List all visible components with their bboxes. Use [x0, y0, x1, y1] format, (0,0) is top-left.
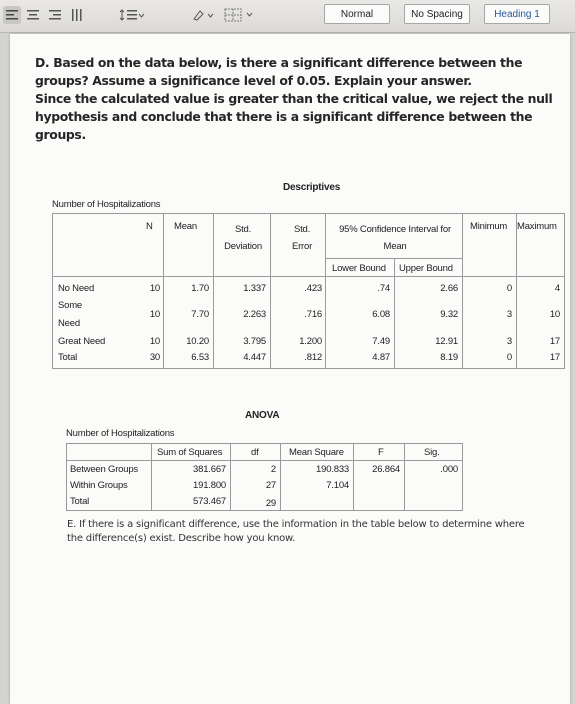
header-n: N [146, 221, 153, 232]
header-confidence-interval: 95% Confidence Interval for Mean [339, 224, 451, 252]
anova-title: ANOVA [245, 410, 280, 421]
header-mean-square: Mean Square [289, 447, 344, 458]
align-left-button[interactable] [3, 6, 21, 24]
question-answer: Since the calculated value is greater than the critical value, we reject the null hypothesis and conclude that there is a significant difference between the groups. [35, 91, 553, 142]
style-no-spacing[interactable]: No Spacing [404, 4, 470, 24]
question-prompt: D. Based on the data below, is there a significant difference between the groups? Assume a significance level of 0.05. Explain your answer. [35, 55, 523, 88]
header-std-error: Std. Error [291, 224, 313, 252]
formatting-ribbon [0, 0, 575, 33]
align-right-button[interactable] [46, 6, 64, 24]
header-f: F [378, 447, 384, 458]
style-normal[interactable]: Normal [324, 4, 390, 24]
header-sig: Sig. [424, 447, 440, 458]
header-sum-of-squares: Sum of Squares [157, 447, 223, 458]
header-upper-bound: Upper Bound [399, 263, 453, 274]
style-heading-1[interactable]: Heading 1 [484, 4, 550, 24]
header-minimum: Minimum [470, 221, 508, 232]
align-center-button[interactable] [24, 6, 42, 24]
line-spacing-icon [119, 9, 145, 21]
header-std-deviation: Std. Deviation [224, 224, 262, 252]
anova-variable: Number of Hospitalizations [66, 428, 175, 439]
justify-button[interactable] [68, 6, 86, 24]
highlight-icon [192, 9, 216, 21]
justify-icon [71, 9, 83, 21]
header-df: df [251, 447, 259, 458]
align-left-icon [6, 10, 18, 20]
descriptives-title: Descriptives [283, 182, 341, 193]
highlight-button[interactable] [190, 6, 218, 24]
borders-icon [224, 8, 256, 22]
descriptives-variable: Number of Hospitalizations [52, 199, 161, 210]
header-lower-bound: Lower Bound [332, 263, 386, 274]
align-center-icon [27, 10, 39, 20]
question-d [35, 54, 555, 144]
shading-button[interactable] [222, 6, 258, 24]
question-e: E. If there is a significant difference, use the information in the table below to determine where the difference(s) exist. Describe how you know. [67, 519, 525, 544]
header-mean: Mean [174, 221, 197, 232]
line-spacing-button[interactable] [112, 6, 152, 24]
align-right-icon [49, 10, 61, 20]
header-maximum: Maximum [517, 221, 557, 232]
